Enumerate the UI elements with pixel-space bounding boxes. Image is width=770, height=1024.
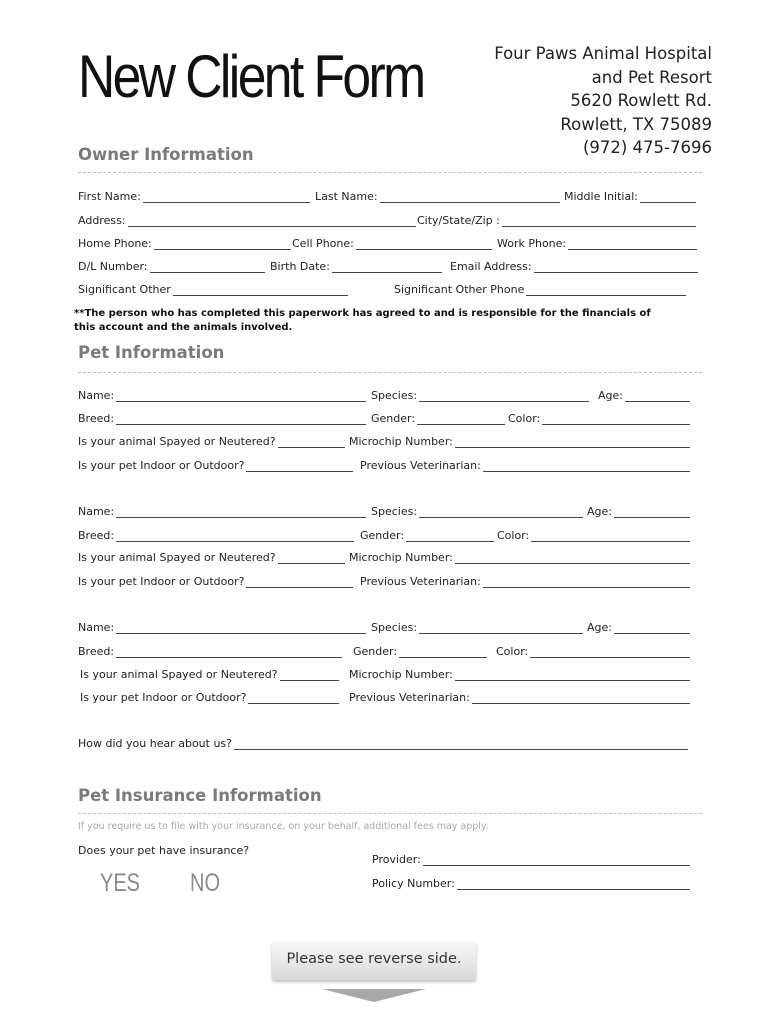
hear-about-row bbox=[78, 737, 702, 753]
field-label: Provider: bbox=[372, 853, 421, 866]
field-label: Species: bbox=[371, 621, 418, 634]
field-label: Gender: bbox=[353, 645, 398, 658]
birth-date-field[interactable] bbox=[270, 260, 442, 273]
field-label: Policy Number: bbox=[372, 877, 455, 890]
field-label: Email Address: bbox=[450, 260, 532, 273]
field-label: Is your pet Indoor or Outdoor? bbox=[78, 459, 245, 472]
section-divider bbox=[78, 172, 702, 173]
pet2-row-spayed bbox=[78, 551, 702, 567]
insurance-question: Does your pet have insurance? bbox=[78, 844, 250, 857]
middle-initial-field[interactable] bbox=[564, 190, 696, 203]
form-title: New Client Form bbox=[78, 43, 424, 110]
hospital-line: 5620 Rowlett Rd. bbox=[570, 91, 712, 110]
pet2-microchip-field[interactable] bbox=[349, 551, 690, 564]
field-label: Cell Phone: bbox=[292, 237, 354, 250]
pet1-row-breed bbox=[78, 412, 702, 428]
down-arrow-icon bbox=[322, 989, 426, 1002]
field-label: First Name: bbox=[78, 190, 141, 203]
field-label: Address: bbox=[78, 214, 126, 227]
pet3-row-indoor bbox=[78, 691, 702, 707]
address-field[interactable] bbox=[78, 214, 416, 227]
pet2-row-indoor bbox=[78, 575, 702, 591]
pet1-age-field[interactable] bbox=[598, 389, 690, 402]
pet3-breed-field[interactable] bbox=[78, 645, 342, 658]
field-label: Previous Veterinarian: bbox=[360, 459, 481, 472]
hear-about-field[interactable] bbox=[78, 737, 688, 750]
pet1-prev-vet-field[interactable] bbox=[360, 459, 690, 472]
last-name-field[interactable] bbox=[315, 190, 560, 203]
insurance-yes-option[interactable]: YES bbox=[100, 869, 141, 897]
dl-number-field[interactable] bbox=[78, 260, 265, 273]
field-label: How did you hear about us? bbox=[78, 737, 232, 750]
field-label: Birth Date: bbox=[270, 260, 330, 273]
owner-row-significant bbox=[78, 283, 702, 299]
pet3-spayed-field[interactable] bbox=[80, 668, 339, 681]
field-label: Gender: bbox=[360, 529, 405, 542]
responsibility-note: **The person who has completed this paperwork has agreed to and is responsible for the financials of this account and the animals involved. bbox=[74, 308, 651, 333]
pet2-species-field[interactable] bbox=[371, 505, 583, 518]
field-label: Is your animal Spayed or Neutered? bbox=[78, 435, 276, 448]
pet3-color-field[interactable] bbox=[496, 645, 690, 658]
pet2-indoor-field[interactable] bbox=[78, 575, 353, 588]
pet1-row-indoor bbox=[78, 459, 702, 475]
owner-section-heading: Owner Information bbox=[78, 145, 254, 164]
field-label: Previous Veterinarian: bbox=[349, 691, 470, 704]
pet2-name-field[interactable] bbox=[78, 505, 366, 518]
pet1-row-spayed bbox=[78, 435, 702, 451]
field-label: Age: bbox=[587, 621, 612, 634]
provider-field[interactable] bbox=[372, 853, 690, 866]
field-label: Last Name: bbox=[315, 190, 378, 203]
work-phone-field[interactable] bbox=[497, 237, 697, 250]
owner-row-phones bbox=[78, 237, 702, 253]
pet3-microchip-field[interactable] bbox=[349, 668, 690, 681]
field-label: Work Phone: bbox=[497, 237, 567, 250]
field-label: D/L Number: bbox=[78, 260, 148, 273]
city-state-zip-field[interactable] bbox=[417, 214, 696, 227]
field-label: Is your pet Indoor or Outdoor? bbox=[80, 691, 247, 704]
field-label: City/State/Zip : bbox=[417, 214, 500, 227]
field-label: Previous Veterinarian: bbox=[360, 575, 481, 588]
pet3-name-field[interactable] bbox=[78, 621, 366, 634]
pet1-row-name bbox=[78, 389, 702, 405]
field-label: Breed: bbox=[78, 529, 115, 542]
field-label: Microchip Number: bbox=[349, 668, 453, 681]
cell-phone-field[interactable] bbox=[292, 237, 492, 250]
provider-row bbox=[372, 853, 690, 869]
field-label: Breed: bbox=[78, 645, 115, 658]
hospital-line: and Pet Resort bbox=[591, 67, 712, 87]
pet1-color-field[interactable] bbox=[508, 412, 690, 425]
first-name-field[interactable] bbox=[78, 190, 310, 203]
pet2-color-field[interactable] bbox=[497, 529, 690, 542]
pet3-gender-field[interactable] bbox=[353, 645, 487, 658]
field-label: Color: bbox=[497, 529, 530, 542]
pet2-gender-field[interactable] bbox=[360, 529, 494, 542]
pet-section-heading: Pet Information bbox=[78, 343, 225, 362]
pet2-breed-field[interactable] bbox=[78, 529, 354, 542]
hospital-line: (972) 475-7696 bbox=[582, 138, 712, 157]
owner-row-ids bbox=[78, 260, 702, 276]
field-label: Gender: bbox=[371, 412, 416, 425]
field-label: Species: bbox=[371, 505, 418, 518]
pet1-gender-field[interactable] bbox=[371, 412, 505, 425]
field-label: Name: bbox=[78, 505, 115, 518]
field-label: Color: bbox=[508, 412, 541, 425]
field-label: Middle Initial: bbox=[564, 190, 638, 203]
field-label: Home Phone: bbox=[78, 237, 152, 250]
pet2-spayed-field[interactable] bbox=[78, 551, 345, 564]
section-divider bbox=[78, 372, 702, 373]
pet1-name-field[interactable] bbox=[78, 389, 366, 402]
owner-row-names bbox=[78, 190, 702, 206]
pet3-prev-vet-field[interactable] bbox=[349, 691, 690, 704]
owner-row-address bbox=[78, 214, 702, 230]
field-label: Breed: bbox=[78, 412, 115, 425]
field-label: Color: bbox=[496, 645, 529, 658]
home-phone-field[interactable] bbox=[78, 237, 291, 250]
field-label: Age: bbox=[598, 389, 623, 402]
field-label: Is your animal Spayed or Neutered? bbox=[78, 551, 276, 564]
insurance-section-heading: Pet Insurance Information bbox=[78, 786, 322, 805]
policy-number-field[interactable] bbox=[372, 877, 690, 890]
pet2-prev-vet-field[interactable] bbox=[360, 575, 690, 588]
insurance-fee-note: If you require us to file with your insurance, on your behalf, additional fees may apply. bbox=[78, 821, 489, 832]
pet3-indoor-field[interactable] bbox=[80, 691, 339, 704]
field-label: Microchip Number: bbox=[349, 551, 453, 564]
section-divider bbox=[78, 813, 702, 814]
pet2-row-name bbox=[78, 505, 702, 521]
pet2-age-field[interactable] bbox=[587, 505, 690, 518]
pet1-indoor-field[interactable] bbox=[78, 459, 353, 472]
hospital-line: Four Paws Animal Hospital bbox=[494, 44, 712, 63]
significant-other-phone-field[interactable] bbox=[394, 283, 686, 296]
hospital-line: Rowlett, TX 75089 bbox=[560, 114, 712, 134]
field-label: Microchip Number: bbox=[349, 435, 453, 448]
insurance-no-option[interactable]: NO bbox=[190, 869, 220, 897]
hospital-address bbox=[494, 42, 712, 160]
pet1-breed-field[interactable] bbox=[78, 412, 366, 425]
field-label: Significant Other bbox=[78, 283, 171, 296]
pet2-row-breed bbox=[78, 529, 702, 545]
pet1-spayed-field[interactable] bbox=[78, 435, 345, 448]
email-field[interactable] bbox=[450, 260, 698, 273]
pet3-species-field[interactable] bbox=[371, 621, 583, 634]
field-label: Species: bbox=[371, 389, 418, 402]
field-label: Age: bbox=[587, 505, 612, 518]
policy-row bbox=[372, 877, 690, 893]
pet3-row-name bbox=[78, 621, 702, 637]
pet1-microchip-field[interactable] bbox=[349, 435, 690, 448]
pet3-row-spayed bbox=[78, 668, 702, 684]
significant-other-field[interactable] bbox=[78, 283, 348, 296]
pet1-species-field[interactable] bbox=[371, 389, 589, 402]
pet3-row-breed bbox=[78, 645, 702, 661]
field-label: Name: bbox=[78, 621, 115, 634]
pet3-age-field[interactable] bbox=[587, 621, 690, 634]
field-label: Is your pet Indoor or Outdoor? bbox=[78, 575, 245, 588]
reverse-side-banner: Please see reverse side. bbox=[272, 942, 476, 980]
field-label: Is your animal Spayed or Neutered? bbox=[80, 668, 278, 681]
field-label: Name: bbox=[78, 389, 115, 402]
field-label: Significant Other Phone bbox=[394, 283, 525, 296]
